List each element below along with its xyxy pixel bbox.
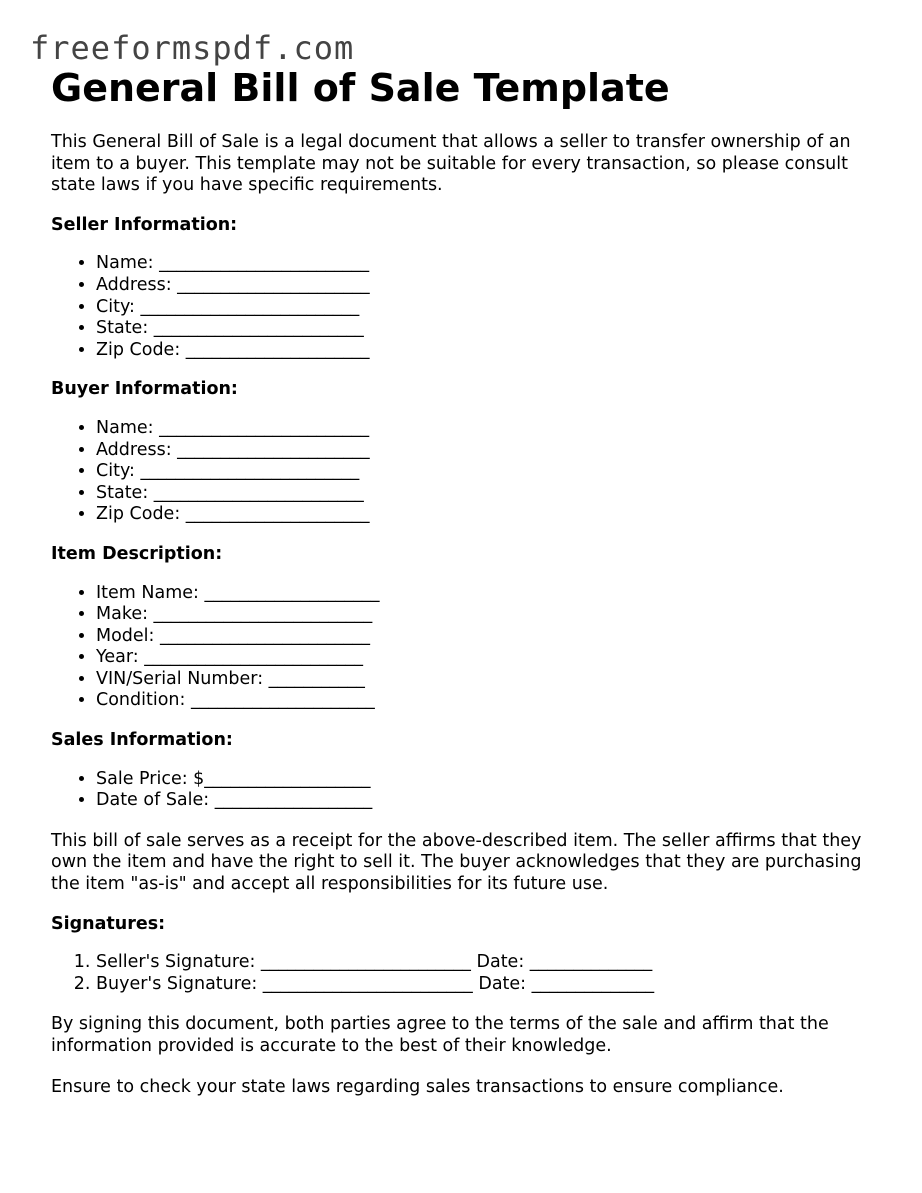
agreement-paragraph: By signing this document, both parties agree to the terms of the sale and affirm that the information provided is accurate to the best of their knowledge. <box>51 1014 829 1056</box>
item-condition-field[interactable]: • Condition: _____________________ <box>96 690 881 712</box>
item-heading: Item Description: <box>51 543 223 564</box>
item-model-field[interactable]: • Model: ________________________ <box>96 626 881 648</box>
item-fields <box>51 583 881 713</box>
sale-date-field[interactable]: • Date of Sale: __________________ <box>96 790 881 812</box>
seller-fields <box>51 253 881 361</box>
item-year-field[interactable]: • Year: _________________________ <box>96 647 881 669</box>
signatures-heading: Signatures: <box>51 913 166 934</box>
closing-paragraph: Ensure to check your state laws regarding sales transactions to ensure compliance. <box>51 1076 784 1097</box>
page-title: General Bill of Sale Template <box>51 66 670 110</box>
seller-city-field[interactable]: • City: _________________________ <box>96 297 881 319</box>
sale-price-field[interactable]: • Sale Price: $___________________ <box>96 769 881 791</box>
item-vin-field[interactable]: • VIN/Serial Number: ___________ <box>96 669 881 691</box>
item-make-field[interactable]: • Make: _________________________ <box>96 604 881 626</box>
buyer-city-field[interactable]: • City: _________________________ <box>96 461 881 483</box>
receipt-paragraph: This bill of sale serves as a receipt for the above-described item. The seller affirms that they own the item and have the right to sell it. The buyer acknowledges that they are purchasing the item "as-is" and accept all responsibilities for its future use. <box>51 830 862 895</box>
seller-state-field[interactable]: • State: ________________________ <box>96 318 881 340</box>
buyer-zip-field[interactable]: • Zip Code: _____________________ <box>96 504 881 526</box>
sales-heading: Sales Information: <box>51 730 233 751</box>
buyer-state-field[interactable]: • State: ________________________ <box>96 483 881 505</box>
buyer-signature-field[interactable]: 2. Buyer's Signature: ________________________ Date: ______________ <box>96 974 881 996</box>
sales-fields <box>51 769 881 812</box>
seller-zip-field[interactable]: • Zip Code: _____________________ <box>96 340 881 362</box>
buyer-name-field[interactable]: • Name: ________________________ <box>96 418 881 440</box>
item-name-field[interactable]: • Item Name: ____________________ <box>96 583 881 605</box>
seller-name-field[interactable]: • Name: ________________________ <box>96 253 881 275</box>
seller-address-field[interactable]: • Address: ______________________ <box>96 275 881 297</box>
buyer-fields <box>51 418 881 526</box>
watermark: freeformspdf.com <box>30 29 355 67</box>
intro-paragraph: This General Bill of Sale is a legal document that allows a seller to transfer ownership of an item to a buyer. This template may not be suitable for every transaction, so please consult state laws if you have specific requirements. <box>51 132 851 196</box>
seller-heading: Seller Information: <box>51 214 238 235</box>
document-page <box>51 66 881 1098</box>
seller-signature-field[interactable]: 1. Seller's Signature: ________________________ Date: ______________ <box>96 952 881 974</box>
signature-lines <box>51 952 881 995</box>
buyer-heading: Buyer Information: <box>51 379 238 400</box>
buyer-address-field[interactable]: • Address: ______________________ <box>96 440 881 462</box>
